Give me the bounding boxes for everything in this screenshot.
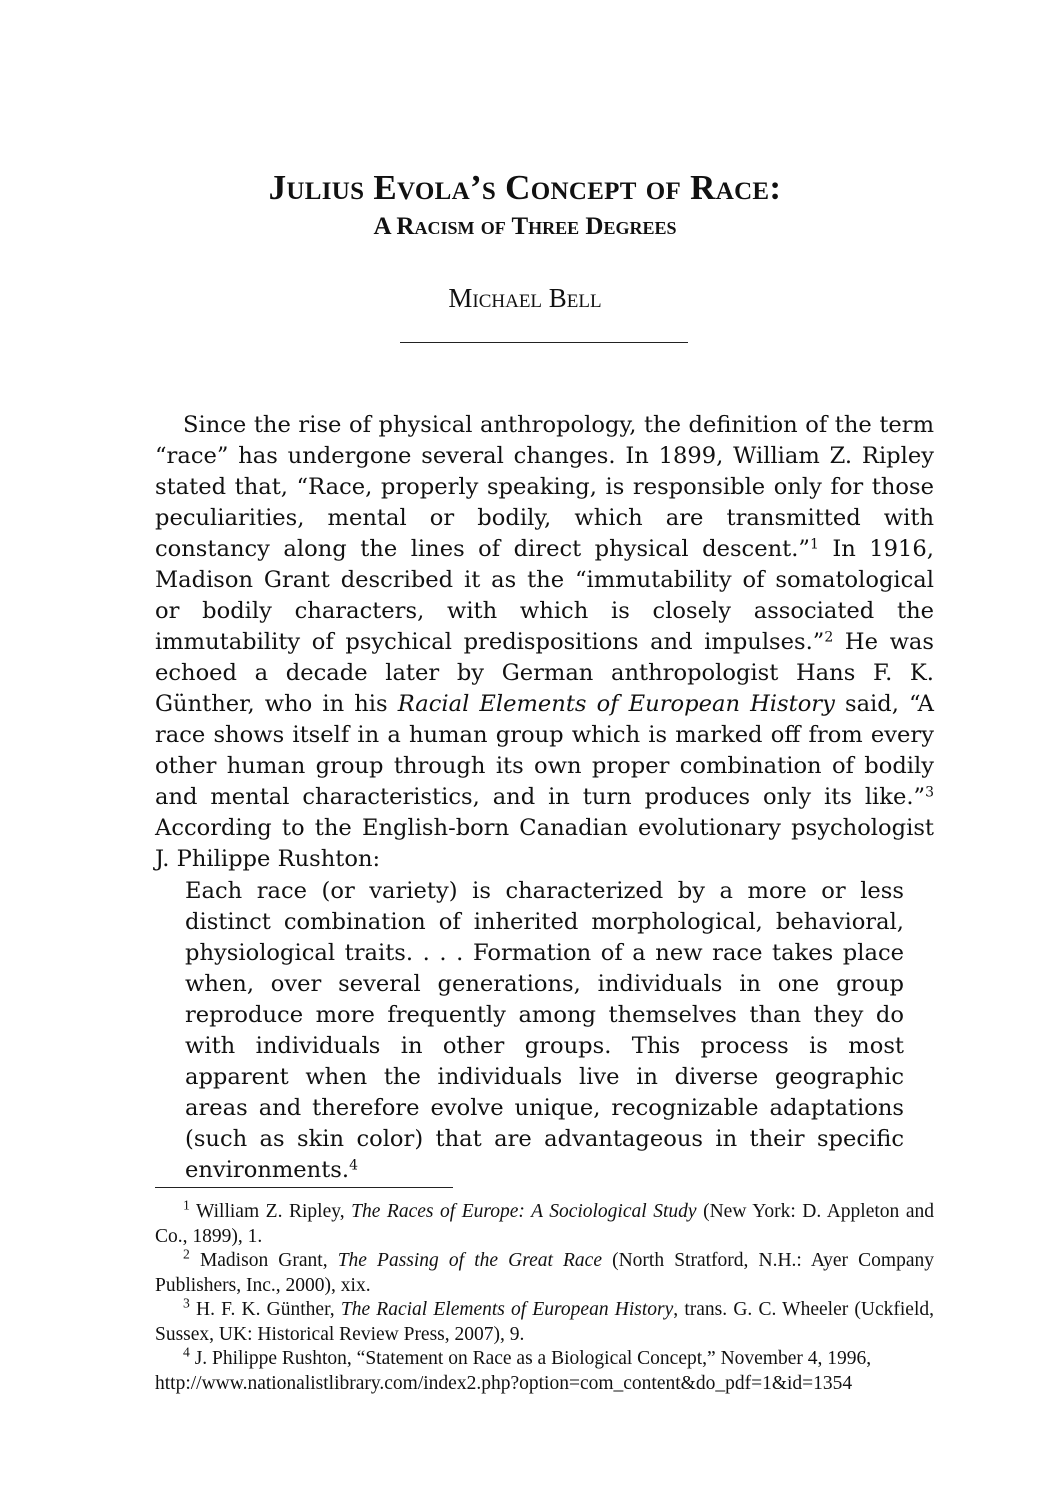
- footnote-text: Madison Grant,: [189, 1250, 338, 1271]
- book-title: Racial Elements of European History: [397, 691, 835, 717]
- body-text-segment: In 1916, Madison Grant described it as the “immutability of somatological or bodily characters, with which is closely associated the immutability of psychical predispositions and impulses.”: [155, 536, 934, 655]
- footnote-text: (New York: D. Appleton and Co., 1899), 1.: [155, 1201, 934, 1247]
- article-title: Julius Evola’s Concept of Race:: [268, 168, 782, 207]
- author-name: Michael Bell: [448, 283, 602, 313]
- footnote: [155, 1295, 934, 1347]
- footnote-number: 3: [183, 1295, 190, 1311]
- footnote-number: 1: [183, 1197, 190, 1213]
- footnote-number: 4: [183, 1344, 190, 1360]
- footnote-title: The Racial Elements of European History: [340, 1299, 674, 1320]
- footnote-ref[interactable]: 3: [925, 784, 934, 801]
- footnote-number: 2: [183, 1246, 190, 1262]
- footnote-text: William Z. Ripley,: [189, 1201, 352, 1222]
- body-text-segment: He was echoed a decade later by German anthropologist Hans F. K. Günther, who in his: [155, 629, 934, 717]
- footnotes: [155, 1197, 934, 1396]
- footnote-text: (North Stratford, N.H.: Ayer Company Publishers, Inc., 2000), xix.: [155, 1250, 934, 1296]
- footnote-link[interactable]: http://www.nationalistlibrary.com/index2.php?option=com_content&do_pdf=1&id=1354: [155, 1372, 853, 1394]
- author-divider: [400, 342, 688, 343]
- footnote-title: The Passing of the Great Race: [337, 1250, 602, 1271]
- footnote-ref[interactable]: 4: [349, 1157, 358, 1174]
- footnote: [155, 1344, 934, 1372]
- footnote-divider: [155, 1187, 453, 1188]
- body-text-segment: According to the English-born Canadian evolutionary psychologist J. Philippe Rushton:: [155, 815, 934, 872]
- footnote: [155, 1197, 934, 1249]
- block-quote: [185, 876, 904, 1186]
- footnote: [155, 1246, 934, 1298]
- quote-text: Each race (or variety) is characterized by a more or less distinct combination of inherited morphological, behavioral, physiological traits. . . . Formation of a new race takes place when, over several generations, individuals in one group reproduce more frequently among themselves than they do with individuals in other groups. This process is most apparent when the individuals live in diverse geographic areas and therefore evolve unique, recognizable adaptations (such as skin color) that are advantageous in their specific environments.: [185, 878, 904, 1183]
- footnote-text: H. F. K. Günther,: [189, 1299, 341, 1320]
- footnote-ref[interactable]: 1: [809, 536, 819, 553]
- footnote-url-line: [155, 1372, 934, 1397]
- footnote-text: , trans. G. C. Wheeler (Uckfield, Sussex, UK: Historical Review Press, 2007), 9.: [155, 1299, 934, 1345]
- body-text-segment: said, “A race shows itself in a human group which is marked off from every other human group through its own proper combination of bodily and mental characteristics, and in turn produces only its like.”: [155, 691, 934, 810]
- body-paragraph: [155, 410, 934, 875]
- body-text-segment: Since the rise of physical anthropology, the definition of the term “race” has undergone several changes. In 1899, William Z. Ripley stated that, “Race, properly speaking, is responsible only for those peculiarities, mental or bodily, which are transmitted with constancy along the lines of direct physical descent.”: [155, 412, 934, 562]
- footnote-title: The Races of Europe: A Sociological Study: [351, 1201, 697, 1222]
- footnote-ref[interactable]: 2: [824, 629, 834, 646]
- footnote-text: J. Philippe Rushton, “Statement on Race as a Biological Concept,” November 4, 1996,: [189, 1348, 872, 1369]
- article-subtitle: A Racism of Three Degrees: [373, 213, 677, 240]
